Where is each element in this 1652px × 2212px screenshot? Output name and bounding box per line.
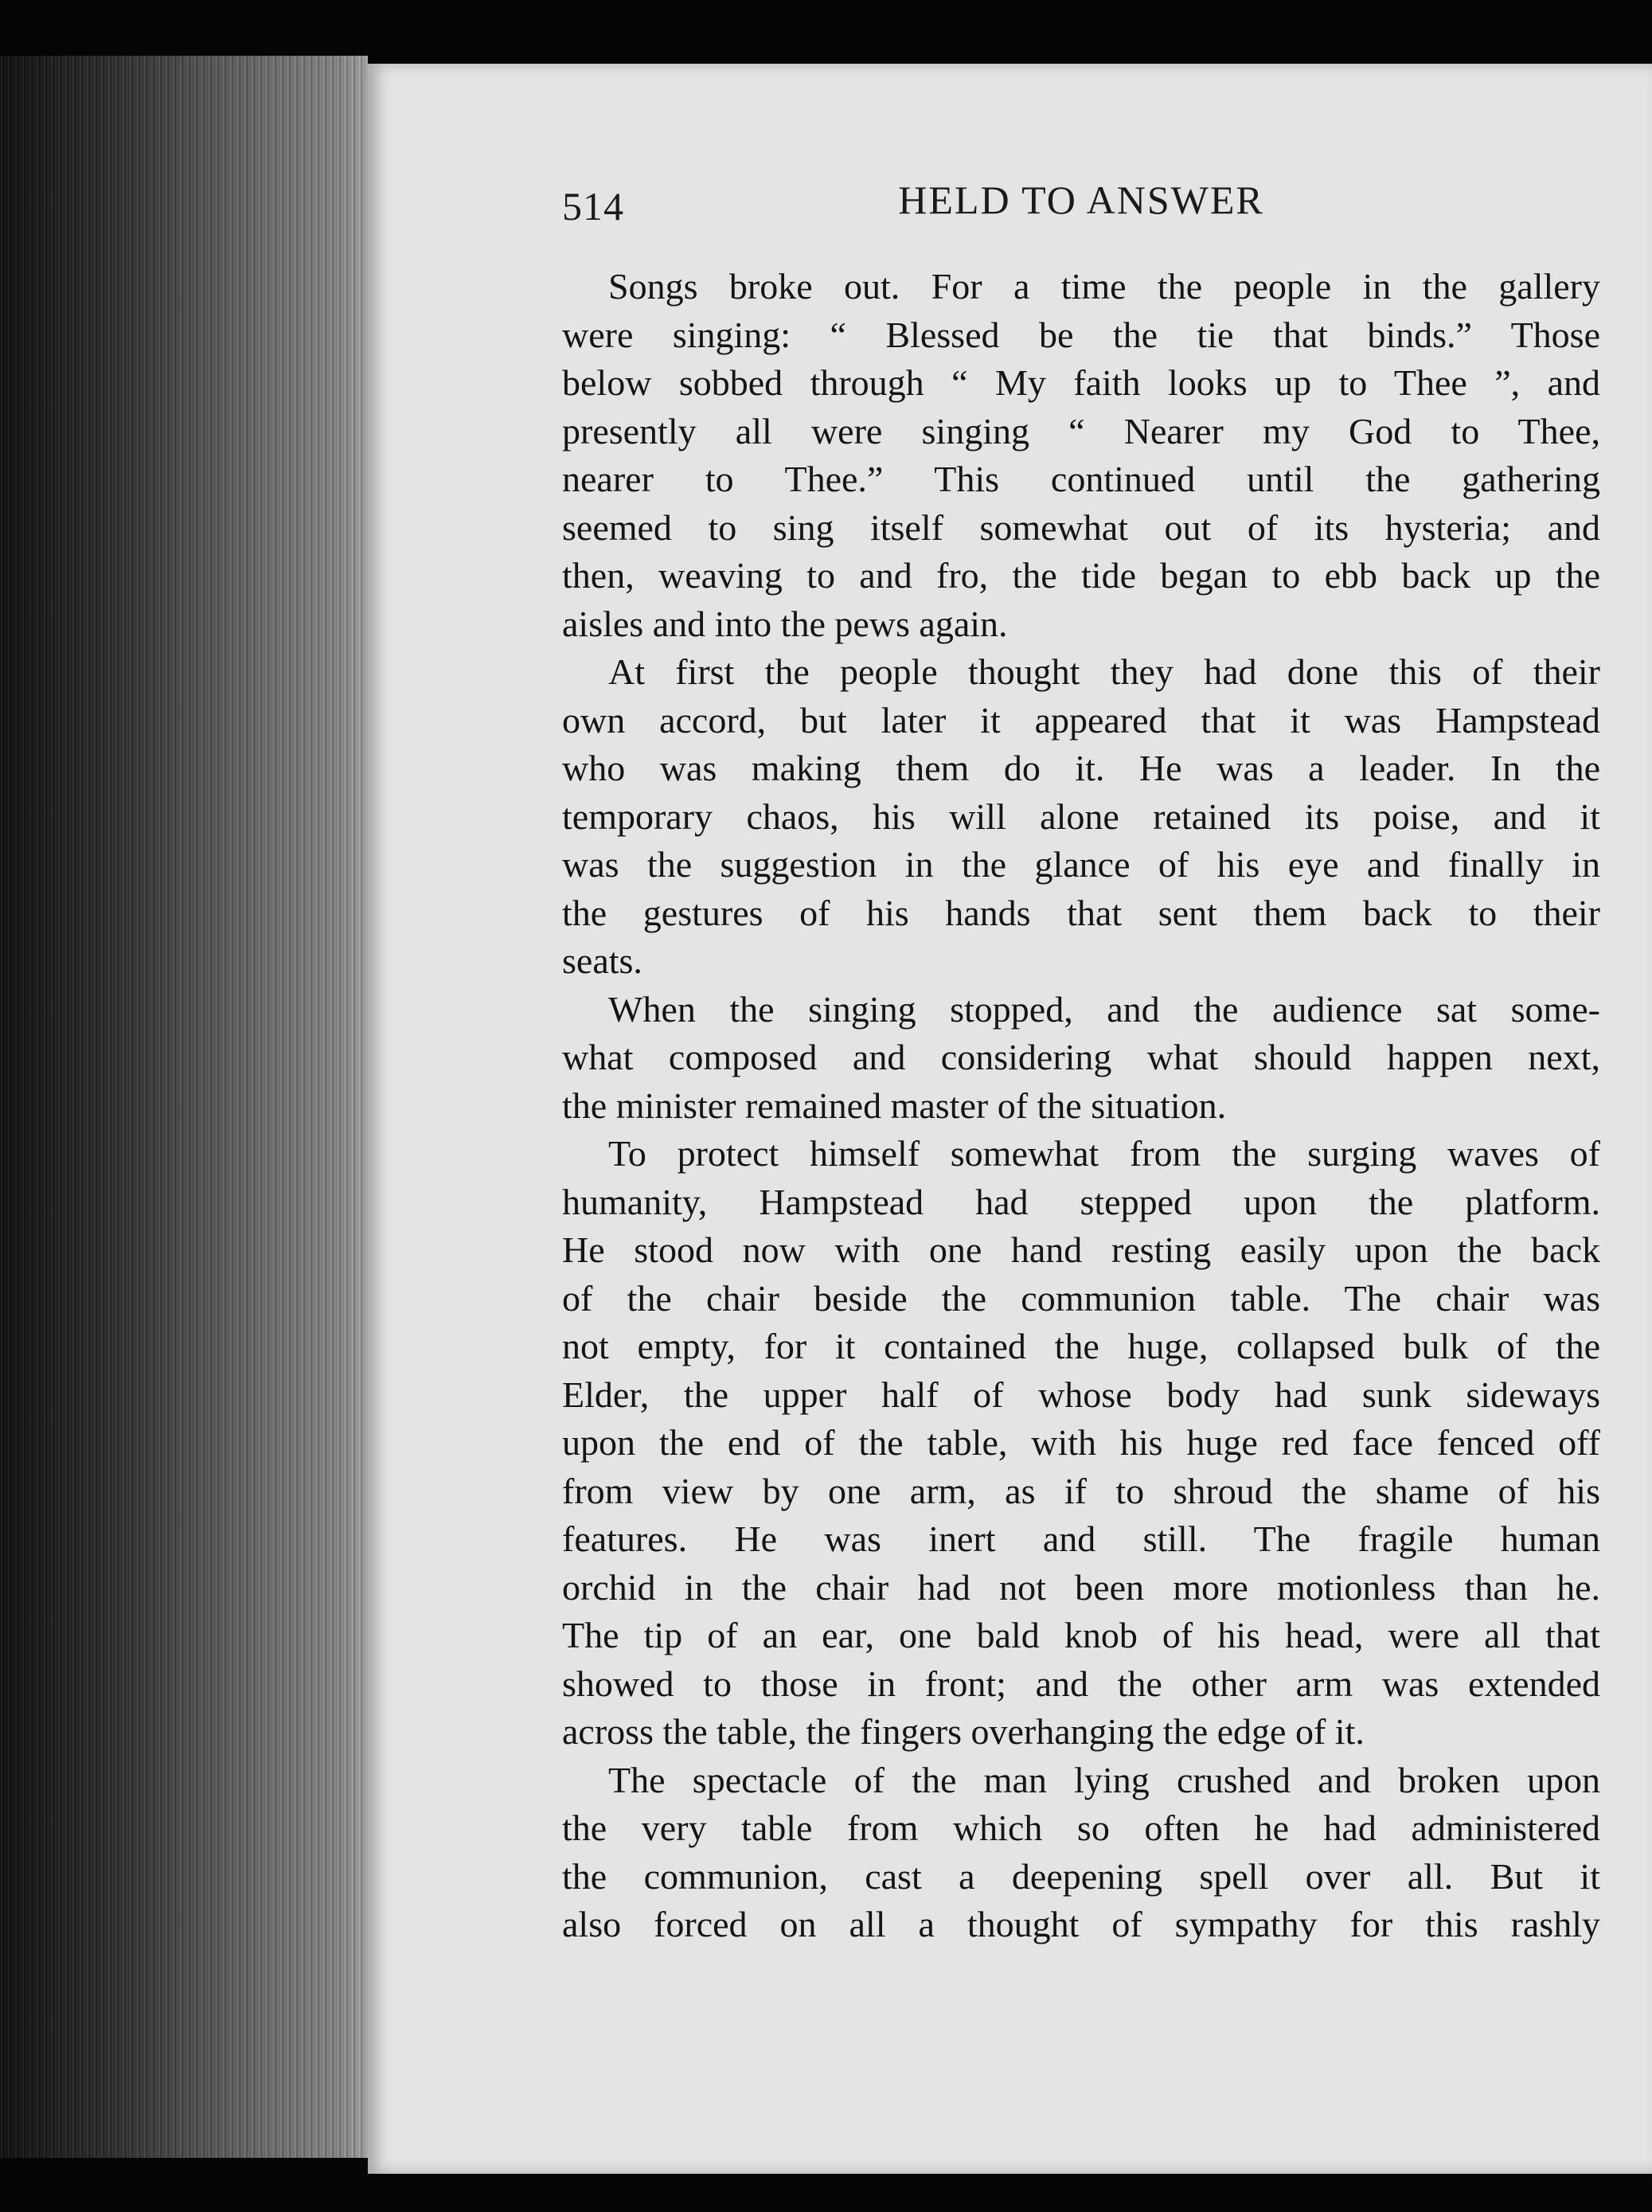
text-line: seemed to sing itself somewhat out of its hysteria; and bbox=[562, 506, 1600, 548]
text-line: upon the end of the table, with his huge red face fenced off bbox=[562, 1422, 1600, 1463]
paragraph bbox=[562, 263, 1600, 648]
text-line: nearer to Thee.” This continued until the gathering bbox=[562, 459, 1600, 499]
text-line: were singing: “ Blessed be the tie that binds.” Those bbox=[562, 314, 1600, 355]
text-line: Songs broke out. For a time the people in the gallery bbox=[608, 266, 1600, 307]
text-line: below sobbed through “ My faith looks up to Thee ”, and bbox=[562, 362, 1600, 403]
paragraph bbox=[562, 1757, 1600, 1949]
text-line: The spectacle of the man lying crushed and broken upon bbox=[608, 1759, 1600, 1800]
text-line: The tip of an ear, one bald knob of his head, were all that bbox=[562, 1615, 1600, 1655]
text-line: temporary chaos, his will alone retained its poise, and it bbox=[562, 795, 1600, 837]
text-line: orchid in the chair had not been more motionless than he. bbox=[562, 1566, 1600, 1608]
text-line: To protect himself somewhat from the surging waves of bbox=[608, 1133, 1600, 1174]
body-text bbox=[562, 263, 1600, 1949]
text-line: from view by one arm, as if to shroud the shame of his bbox=[562, 1470, 1600, 1511]
text-line: presently all were singing “ Nearer my God to Thee, bbox=[562, 410, 1600, 451]
text-line: features. He was inert and still. The fragile human bbox=[562, 1518, 1600, 1559]
text-line: across the table, the fingers overhanging the edge of it. bbox=[562, 1711, 1365, 1752]
text-line: own accord, but later it appeared that it was Hampstead bbox=[562, 699, 1600, 741]
text-line: humanity, Hampstead had stepped upon the platform. bbox=[562, 1181, 1600, 1222]
text-line: the gestures of his hands that sent them back to their bbox=[562, 892, 1600, 933]
text-line: seats. bbox=[562, 940, 642, 981]
paragraph bbox=[562, 986, 1600, 1131]
text-line: the minister remained master of the situation. bbox=[562, 1085, 1227, 1126]
text-line: the communion, cast a deepening spell over all. But it bbox=[562, 1855, 1600, 1897]
text-line: aisles and into the pews again. bbox=[562, 603, 1008, 644]
text-line: When the singing stopped, and the audience sat some- bbox=[608, 988, 1600, 1030]
text-line: who was making them do it. He was a leader. In the bbox=[562, 748, 1600, 788]
paragraph bbox=[562, 1130, 1600, 1757]
text-line: He stood now with one hand resting easily upon the back bbox=[562, 1229, 1600, 1270]
text-line: showed to those in front; and the other arm was extended bbox=[562, 1663, 1600, 1704]
text-line: Elder, the upper half of whose body had sunk sideways bbox=[562, 1374, 1600, 1415]
text-line: not empty, for it contained the huge, collapsed bulk of the bbox=[562, 1326, 1600, 1366]
text-line: then, weaving to and fro, the tide began to ebb back up the bbox=[562, 555, 1600, 596]
paragraph bbox=[562, 648, 1600, 986]
text-line: also forced on all a thought of sympathy for this rashly bbox=[562, 1904, 1600, 1944]
text-line: of the chair beside the communion table. The chair was bbox=[562, 1277, 1600, 1319]
text-line: the very table from which so often he had administered bbox=[562, 1808, 1600, 1848]
page-number: 514 bbox=[562, 184, 624, 229]
book-page-edges bbox=[0, 56, 368, 2158]
running-head bbox=[562, 177, 1600, 233]
text-line: was the suggestion in the glance of his eye and finally in bbox=[562, 844, 1600, 885]
book-title: HELD TO ANSWER bbox=[898, 178, 1264, 222]
text-line: what composed and considering what should happen next, bbox=[562, 1037, 1600, 1077]
text-line: At first the people thought they had done this of their bbox=[608, 651, 1600, 692]
